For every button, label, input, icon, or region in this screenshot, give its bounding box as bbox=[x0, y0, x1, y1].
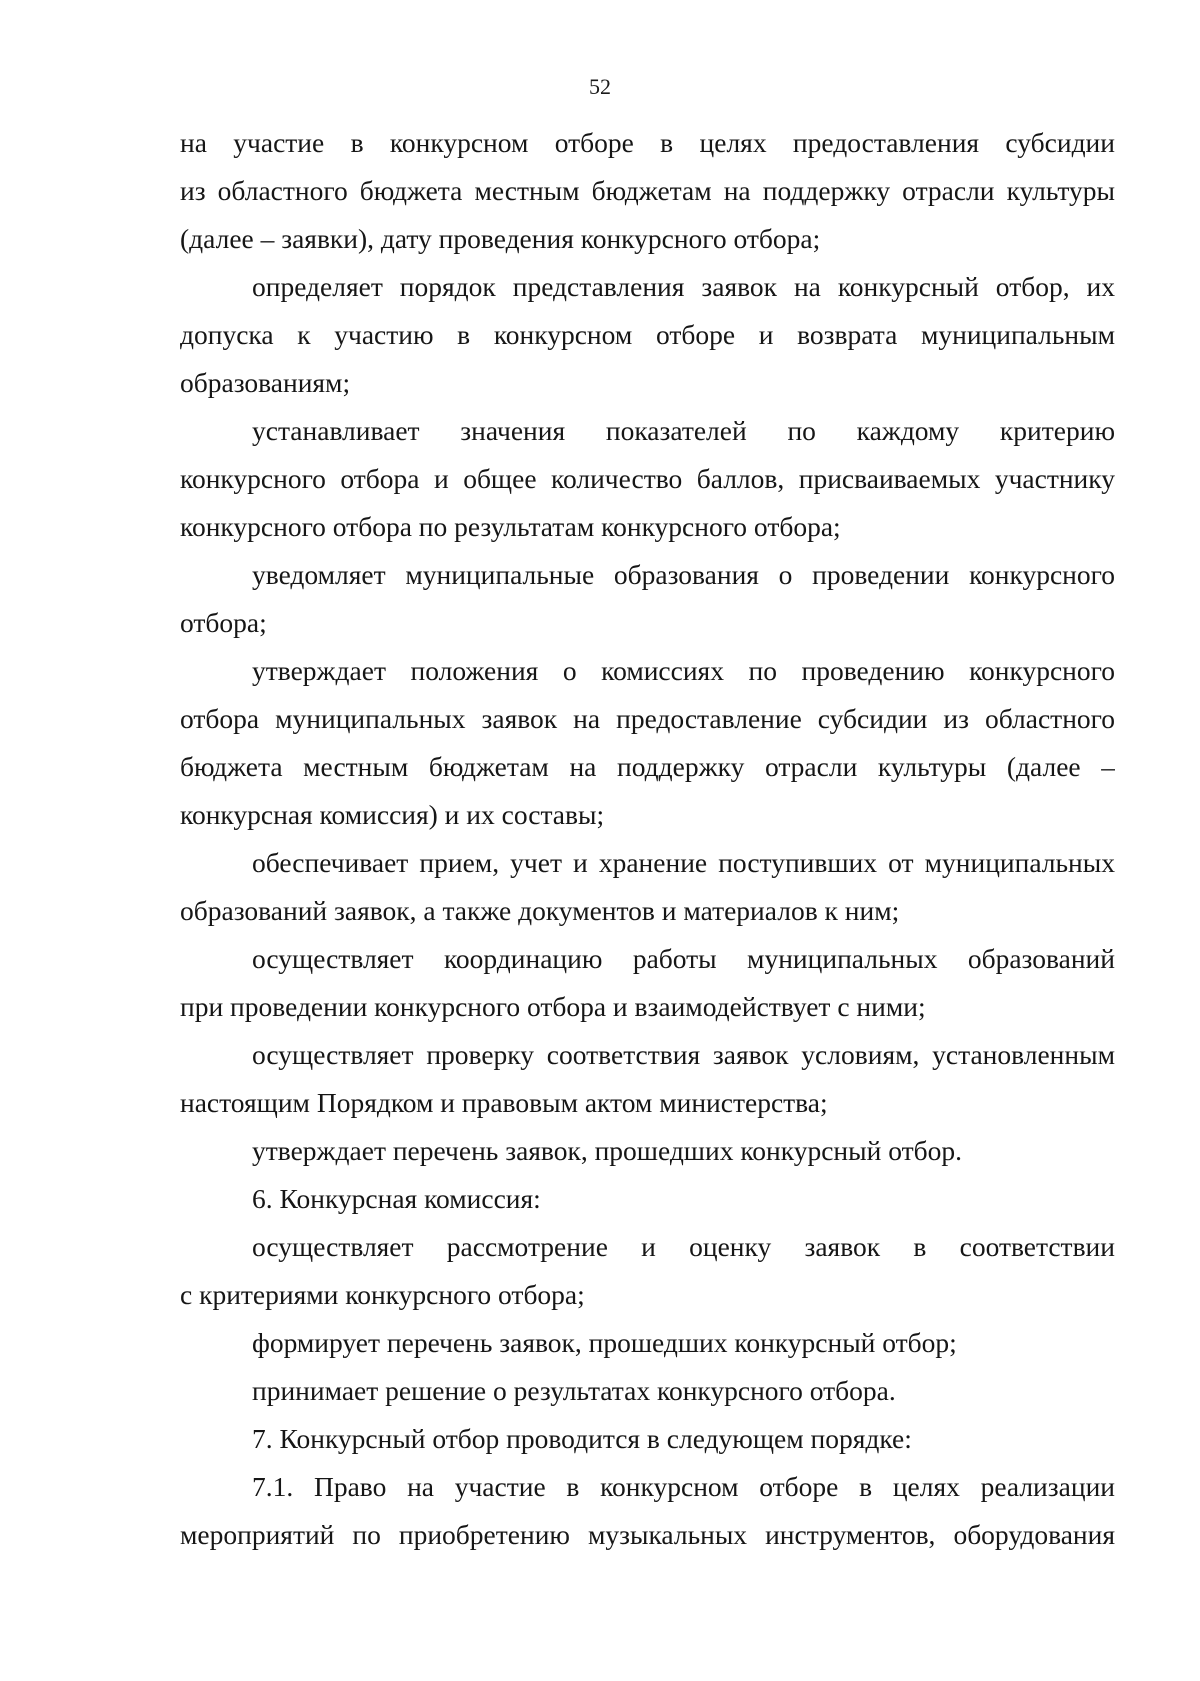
document-body bbox=[180, 119, 1115, 1559]
text-line: обеспечивает прием, учет и хранение поступивших от муниципальных bbox=[252, 847, 1115, 878]
text-line: формирует перечень заявок, прошедших конкурсный отбор; bbox=[252, 1327, 957, 1358]
text-line: при проведении конкурсного отбора и взаимодействует с ними; bbox=[180, 991, 926, 1022]
text-line: определяет порядок представления заявок на конкурсный отбор, их bbox=[252, 271, 1115, 302]
text-line: образований заявок, а также документов и материалов к ним; bbox=[180, 895, 900, 926]
text-line: конкурсного отбора и общее количество баллов, присваиваемых участнику bbox=[180, 463, 1115, 494]
text-line: осуществляет проверку соответствия заявок условиям, установленным bbox=[252, 1039, 1115, 1070]
text-line: из областного бюджета местным бюджетам на поддержку отрасли культуры bbox=[180, 175, 1115, 206]
text-line: с критериями конкурсного отбора; bbox=[180, 1279, 585, 1310]
text-line: утверждает положения о комиссиях по проведению конкурсного bbox=[252, 655, 1115, 686]
text-line: (далее – заявки), дату проведения конкурсного отбора; bbox=[180, 223, 821, 254]
text-line: отбора; bbox=[180, 607, 267, 638]
text-line: настоящим Порядком и правовым актом министерства; bbox=[180, 1087, 828, 1118]
text-line: осуществляет рассмотрение и оценку заявок в соответствии bbox=[252, 1231, 1115, 1262]
text-line: бюджета местным бюджетам на поддержку отрасли культуры (далее – bbox=[180, 751, 1115, 782]
text-line: образованиям; bbox=[180, 367, 351, 398]
text-line: уведомляет муниципальные образования о проведении конкурсного bbox=[252, 559, 1115, 590]
text-line: устанавливает значения показателей по каждому критерию bbox=[252, 415, 1115, 446]
text-line: принимает решение о результатах конкурсного отбора. bbox=[252, 1375, 896, 1406]
text-line: конкурсная комиссия) и их составы; bbox=[180, 799, 605, 830]
text-line: 7.1. Право на участие в конкурсном отборе в целях реализации bbox=[252, 1471, 1115, 1502]
text-line: 7. Конкурсный отбор проводится в следующем порядке: bbox=[252, 1423, 912, 1454]
text-line: допуска к участию в конкурсном отборе и возврата муниципальным bbox=[180, 319, 1115, 350]
text-line: осуществляет координацию работы муниципальных образований bbox=[252, 943, 1115, 974]
page-number: 52 bbox=[589, 74, 611, 99]
text-line: мероприятий по приобретению музыкальных инструментов, оборудования bbox=[180, 1519, 1115, 1550]
text-line: утверждает перечень заявок, прошедших конкурсный отбор. bbox=[252, 1135, 962, 1166]
text-line: 6. Конкурсная комиссия: bbox=[252, 1183, 541, 1214]
text-line: отбора муниципальных заявок на предоставление субсидии из областного bbox=[180, 703, 1115, 734]
text-line: конкурсного отбора по результатам конкурсного отбора; bbox=[180, 511, 841, 542]
text-line: на участие в конкурсном отборе в целях предоставления субсидии bbox=[180, 127, 1115, 158]
